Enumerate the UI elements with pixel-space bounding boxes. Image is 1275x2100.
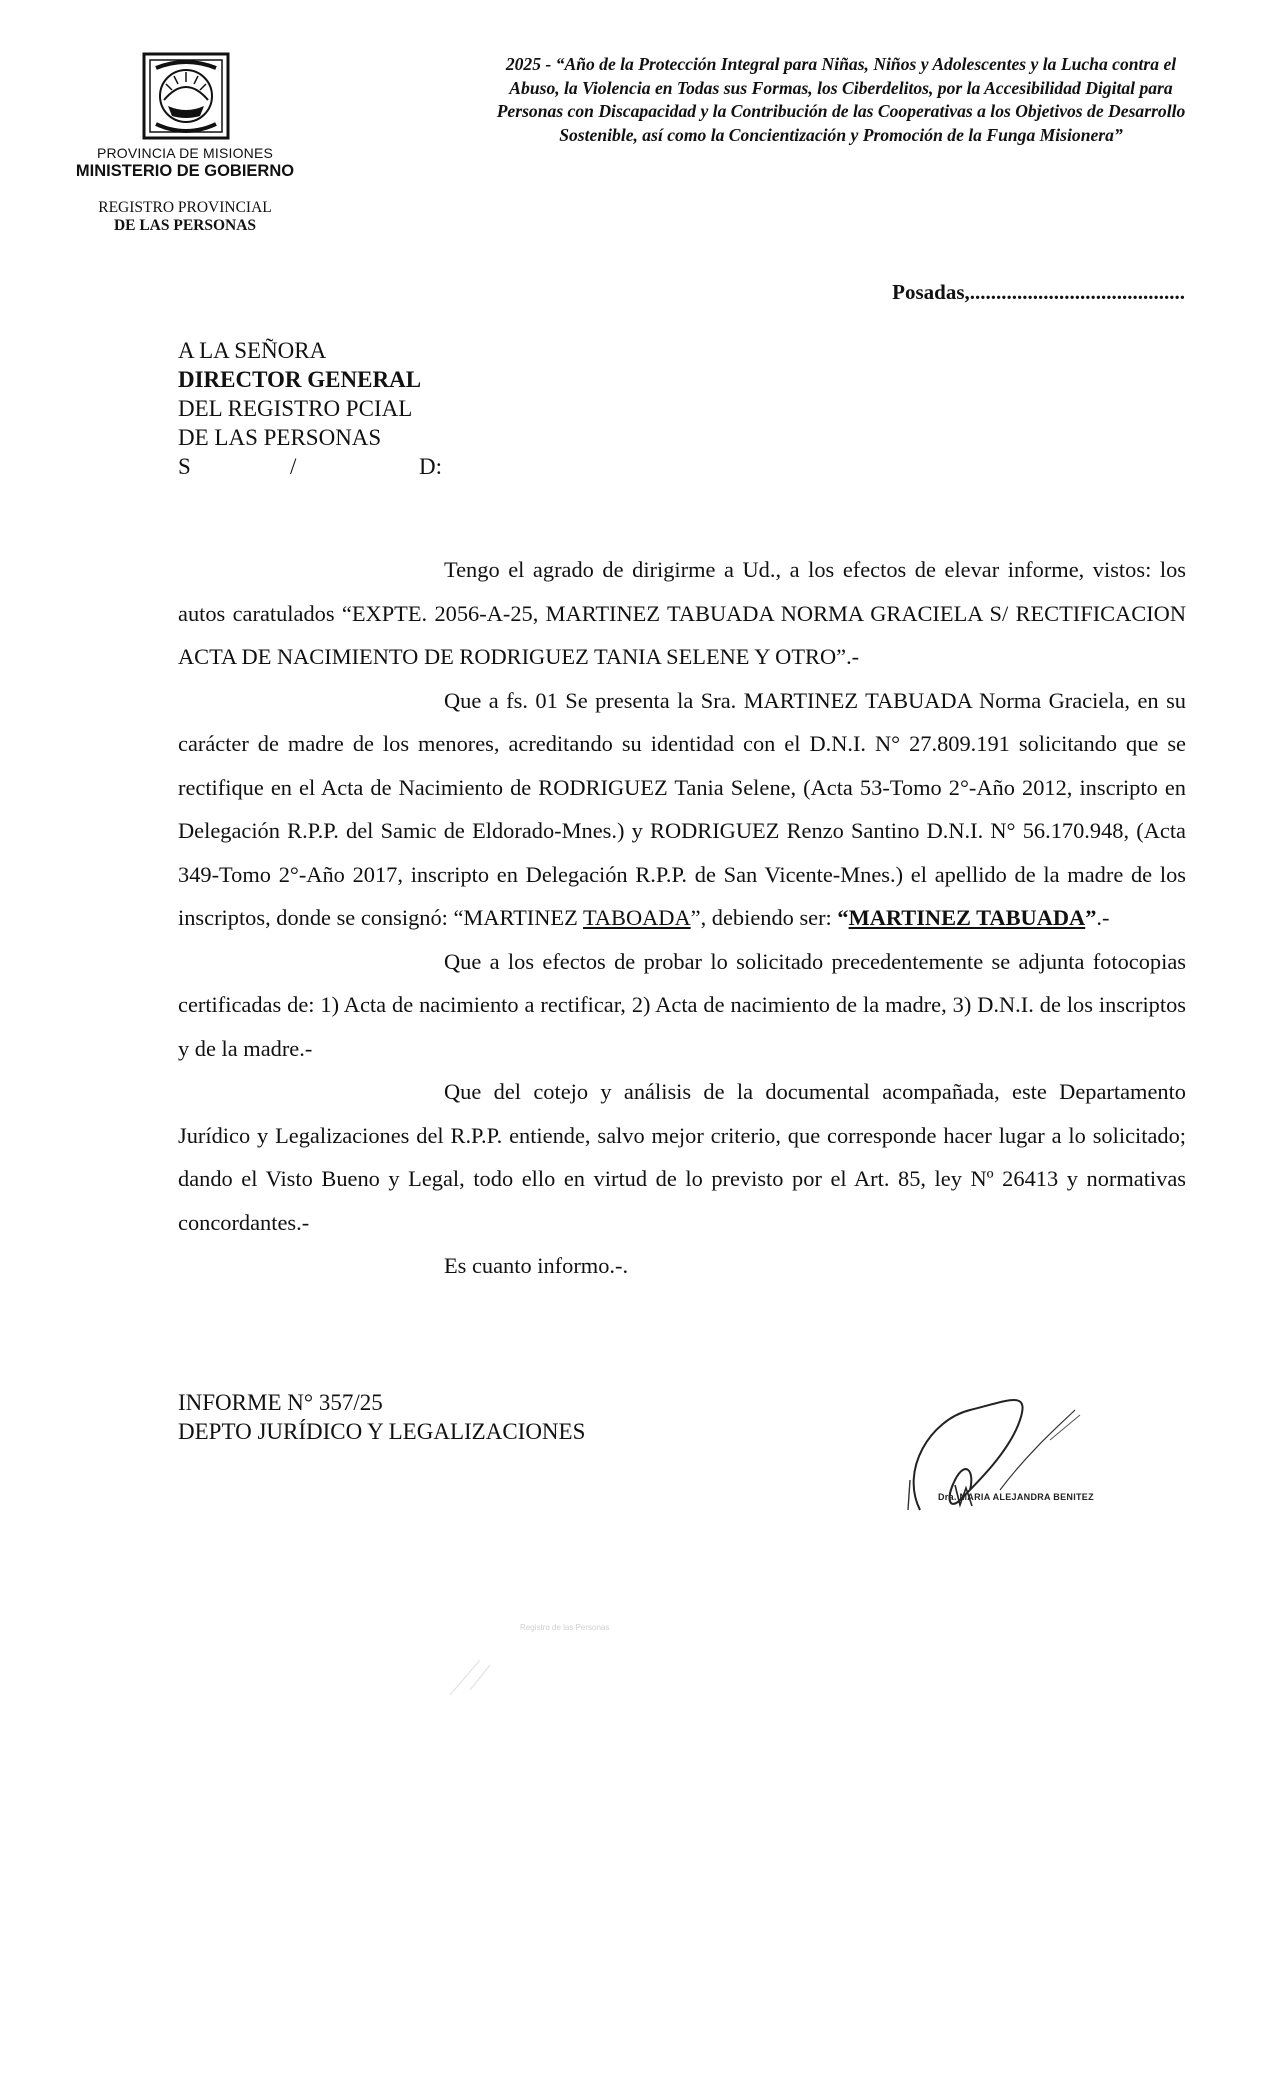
wrong-surname: TABOADA: [582, 905, 691, 930]
place-date: Posadas,.........................................: [892, 280, 1185, 304]
open-quote: “: [837, 905, 849, 930]
paragraph-request: [178, 679, 1186, 940]
registry-name-line1: REGISTRO PROVINCIAL: [98, 199, 272, 216]
department-name: DEPTO JURÍDICO Y LEGALIZACIONES: [178, 1419, 586, 1444]
signature-stamp: Dra. MARIA ALEJANDRA BENITEZ: [938, 1492, 1094, 1502]
faded-stamp-icon: [440, 1640, 560, 1700]
addressee-line1: A LA SEÑORA: [178, 338, 327, 363]
report-number: INFORME N° 357/25: [178, 1390, 383, 1415]
report-body: [178, 548, 1186, 1288]
sd-closing: [178, 452, 442, 481]
paragraph-evidence: Que a los efectos de probar lo solicitado precedentemente se adjunta fotocopias certificadas de: 1) Acta de nacimiento a rectificar, 2) Acta de nacimiento de la madre, 3) D.N.I. de los inscriptos y de la madre.-: [178, 948, 1186, 1061]
correct-surname: MARTINEZ TABUADA: [848, 905, 1086, 930]
faded-stamp-text: Registro de las Personas: [520, 1623, 610, 1632]
request-text-2: ”, debiendo ser:: [690, 905, 838, 930]
close-quote: ”: [1085, 905, 1097, 930]
addressee-block: [178, 336, 442, 488]
addressee-line3: DEL REGISTRO PCIAL: [178, 396, 413, 421]
registry-name-line2: DE LAS PERSONAS: [113, 217, 257, 234]
year-motto: 2025 - “Año de la Protección Integral para Niñas, Niños y Adolescentes y la Lucha contra el Abuso, la Violencia en Todas sus Formas, los Ciberdelitos, por la Accesibilidad Digital para Personas con Discapacidad y la Contribución de las Cooperativas a los Objetivos de Desarrollo Sostenible, así como la Concientización y Promoción de la Funga Misionera”: [496, 54, 1186, 145]
addressee-line4: DE LAS PERSONAS: [178, 425, 382, 450]
provincial-seal-icon: [140, 50, 232, 142]
addressee-line2: DIRECTOR GENERAL: [178, 367, 422, 392]
sd-slash: /: [290, 454, 297, 479]
issuer-block: [50, 145, 320, 235]
paragraph-closing: Es cuanto informo.-.: [444, 1253, 629, 1278]
paragraph-conclusion: Que del cotejo y análisis de la documental acompañada, este Departamento Jurídico y Legalizaciones del R.P.P. entiende, salvo mejor criterio, que corresponde hacer lugar a lo solicitado; dando el Visto Bueno y Legal, todo ello en virtud de lo previsto por el Art. 85, ley Nº 26413 y normativas concordantes.-: [178, 1079, 1186, 1235]
sd-s: S: [178, 454, 191, 479]
request-text: Que a fs. 01 Se presenta la Sra. MARTINEZ TABUADA Norma Graciela, en su carácter de madre de los menores, acreditando su identidad con el D.N.I. N° 27.809.191 solicitando que se rectifique en el Acta de Nacimiento de RODRIGUEZ Tania Selene, (Acta 53-Tomo 2°-Año 2012, inscripto en Delegación R.P.P. del Samic de Eldorado-Mnes.) y RODRIGUEZ Renzo Santino D.N.I. N° 56.170.948, (Acta 349-Tomo 2°-Año 2017, inscripto en Delegación R.P.P. de San Vicente-Mnes.) el apellido de la madre de los inscriptos, donde se consignó: “MARTINEZ: [178, 687, 1186, 930]
report-footer: [178, 1388, 585, 1446]
request-end: .-: [1096, 905, 1110, 930]
province-name: PROVINCIA DE MISIONES: [96, 145, 274, 161]
sd-d: D:: [419, 454, 442, 479]
paragraph-intro: Tengo el agrado de dirigirme a Ud., a los efectos de elevar informe, vistos: los autos caratulados “EXPTE. 2056-A-25, MARTINEZ TABUADA NORMA GRACIELA S/ RECTIFICACION ACTA DE NACIMIENTO DE RODRIGUEZ TANIA SELENE Y OTRO”.-: [178, 557, 1186, 669]
ministry-name: MINISTERIO DE GOBIERNO: [75, 162, 295, 180]
